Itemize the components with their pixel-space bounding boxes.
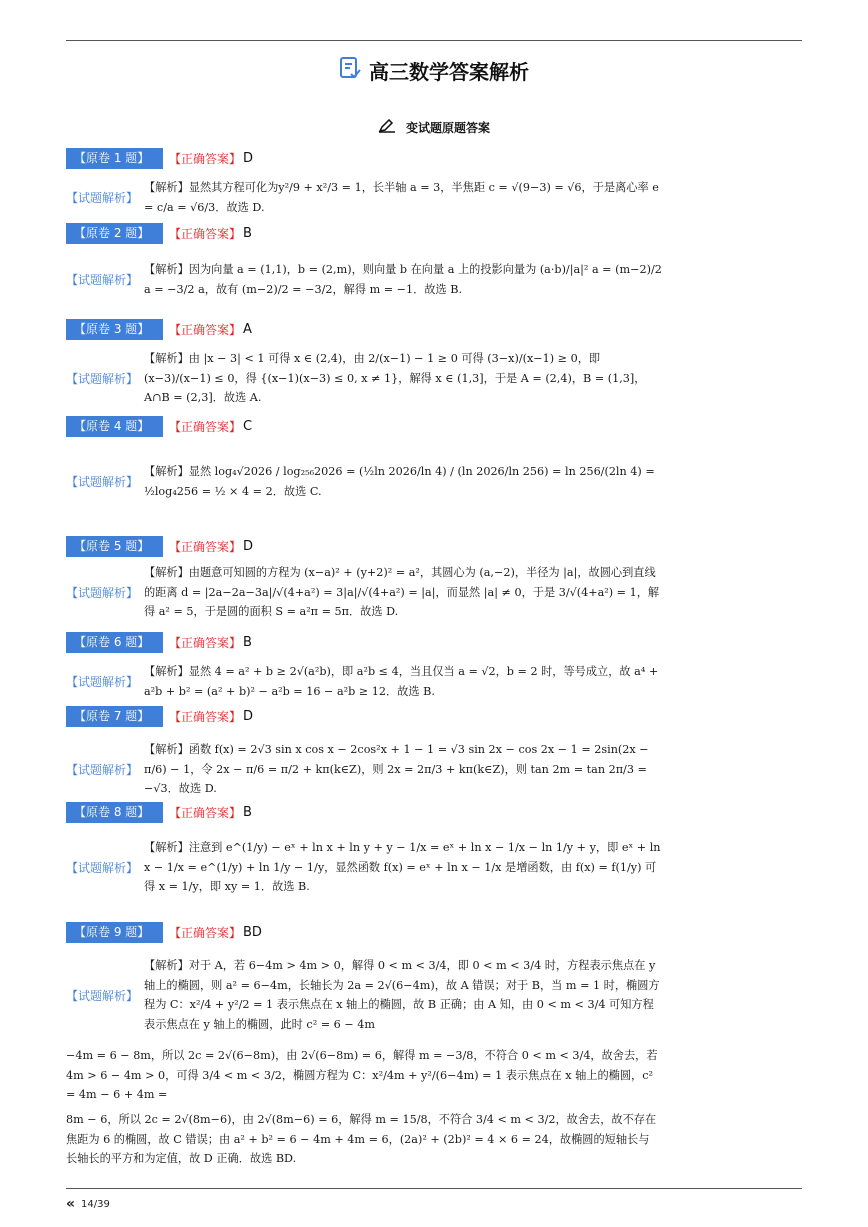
answer-label: 【正确答案】 (169, 152, 242, 166)
analysis-label: 【试题解析】 (66, 475, 139, 490)
question-header (66, 319, 252, 340)
analysis-text: 【解析】函数 f(x) = 2√3 sin x cos x − 2cos²x + 1 − 1 = √3 sin 2x − cos 2x − 1 = 2sin(2x − π/6) − 1，令 2x − π/6 = π/2 + kπ(k∈Z)，则 2x = 2π/3 + kπ(k∈Z)，则 tan 2m = tan 2π/3 = −√3．故选 D. (144, 743, 649, 796)
analysis-label: 【试题解析】 (66, 191, 139, 206)
answer-value: B (243, 635, 252, 650)
question-badge: 【原卷 9 题】 (66, 922, 163, 943)
analysis-text: 【解析】显然 4 = a² + b ≥ 2√(a²b)，即 a²b ≤ 4，当且仅当 a = √2，b = 2 时，等号成立，故 a⁴ + a²b + b² = (a² + b)² − a²b = 16 − a²b ≥ 12．故选 B. (144, 665, 659, 698)
analysis-block (66, 462, 802, 501)
page-footer (66, 1196, 110, 1212)
answer-label: 【正确答案】 (169, 926, 242, 940)
question-header (66, 802, 252, 823)
analysis-continuation: −4m = 6 − 8m，所以 2c = 2√(6−8m)，由 2√(6−8m) = 6，解得 m = −3/8，不符合 0 < m < 3/4，故舍去，若 4m > 6 − 4m > 0，可得 3/4 < m < 3/2，椭圆方程为 C：x²/4m + y²/(6−4m) = 1 表示焦点在 x 轴上的椭圆，c² = 4m − 6 + 4m = (66, 1049, 658, 1102)
analysis-label: 【试题解析】 (66, 860, 139, 875)
analysis-block (66, 260, 802, 299)
analysis-text: 【解析】因为向量 a = (1,1)，b = (2,m)，则向量 b 在向量 a 上的投影向量为 (a·b)/|a|² a = (m−2)/2 a = −3/2 a，故有 (m−2)/2 = −3/2，解得 m = −1．故选 B. (144, 263, 662, 296)
analysis-block (66, 956, 802, 1034)
analysis-label: 【试题解析】 (66, 273, 139, 288)
question-badge: 【原卷 2 题】 (66, 223, 163, 244)
double-chevron-left-icon: « (66, 1196, 76, 1212)
page-number: 14/39 (81, 1198, 110, 1210)
question-badge: 【原卷 8 题】 (66, 802, 163, 823)
analysis-continuation: 8m − 6，所以 2c = 2√(8m−6)，由 2√(8m−6) = 6，解得 m = 15/8，不符合 3/4 < m < 3/2，故舍去，故不存在焦距为 6 的椭圆，故 C 错误；由 a² + b² = 6 − 4m + 4m = 6，(2a)² + (2b)² = 4 × 6 = 24，故椭圆的短轴长与长轴长的平方和为定值，故 D 正确．故选 BD. (66, 1113, 657, 1166)
analysis-label: 【试题解析】 (66, 371, 139, 386)
answer-value: A (243, 322, 252, 337)
analysis-text: 【解析】注意到 e^(1/y) − eˣ + ln x + ln y + y − 1/x = eˣ + ln x − 1/x − ln 1/y + y，即 eˣ + ln x − 1/x = e^(1/y) + ln 1/y − 1/y，显然函数 f(x) = eˣ + ln x − 1/x 是增函数，由 f(x) = f(1/y) 可得 x = 1/y，即 xy = 1．故选 B. (144, 841, 661, 894)
question-header (66, 632, 252, 653)
answer-label: 【正确答案】 (169, 806, 242, 820)
question-badge: 【原卷 6 题】 (66, 632, 163, 653)
answer-value: B (243, 226, 252, 241)
analysis-block (66, 349, 802, 408)
section-heading-text: 变试题原题答案 (405, 121, 490, 135)
answer-label: 【正确答案】 (169, 540, 242, 554)
analysis-text: 【解析】显然 log₄√2026 / log₂₅₆2026 = (½ln 2026/ln 4) / (ln 2026/ln 256) = ln 256/(2ln 4) = ½log₄256 = ½ × 4 = 2．故选 C. (144, 465, 655, 498)
answer-label: 【正确答案】 (169, 323, 242, 337)
answer-label: 【正确答案】 (169, 710, 242, 724)
question-badge: 【原卷 4 题】 (66, 416, 163, 437)
question-header (66, 148, 253, 169)
analysis-label: 【试题解析】 (66, 988, 139, 1003)
analysis-block (66, 178, 802, 217)
analysis-label: 【试题解析】 (66, 585, 139, 600)
question-badge: 【原卷 1 题】 (66, 148, 163, 169)
analysis-text: 【解析】由题意可知圆的方程为 (x−a)² + (y+2)² = a²，其圆心为 (a,−2)，半径为 |a|，故圆心到直线的距离 d = |2a−2a−3a|/√(4+a²) = 3|a|/√(4+a²) = |a|，而显然 |a| ≠ 0，于是 3/√(4+a²) = 1，解得 a² = 5，于是圆的面积 S = a²π = 5π．故选 D. (144, 566, 660, 619)
analysis-block (66, 838, 802, 897)
question-header (66, 416, 252, 437)
answer-label: 【正确答案】 (169, 636, 242, 650)
question-header (66, 536, 253, 557)
analysis-text: 【解析】由 |x − 3| < 1 可得 x ∈ (2,4)，由 2/(x−1) − 1 ≥ 0 可得 (3−x)/(x−1) ≥ 0，即 (x−3)/(x−1) ≤ 0，得 {(x−1)(x−3) ≤ 0, x ≠ 1}，解得 x ∈ (1,3]，于是 A = (2,4)，B = (1,3]，A∩B = (2,3]．故选 A. (144, 352, 646, 405)
answer-value: BD (243, 925, 262, 940)
answer-label: 【正确答案】 (169, 227, 242, 241)
question-header (66, 223, 252, 244)
document-check-icon (339, 56, 361, 85)
answer-value: C (243, 419, 253, 434)
top-rule (66, 40, 802, 41)
question-badge: 【原卷 5 题】 (66, 536, 163, 557)
page-title (339, 56, 529, 85)
answer-value: D (243, 709, 254, 724)
question-badge: 【原卷 7 题】 (66, 706, 163, 727)
bottom-rule (66, 1188, 802, 1189)
pencil-icon (378, 119, 396, 136)
analysis-block (66, 740, 802, 799)
question-header (66, 706, 253, 727)
answer-label: 【正确答案】 (169, 420, 242, 434)
analysis-text: 【解析】显然其方程可化为y²/9 + x²/3 = 1，长半轴 a = 3，半焦距 c = √(9−3) = √6，于是离心率 e = c/a = √6/3．故选 D. (144, 181, 659, 214)
page-title-text: 高三数学答案解析 (369, 60, 529, 84)
analysis-block (66, 563, 802, 622)
analysis-block (66, 662, 802, 701)
analysis-text: 【解析】对于 A，若 6−4m > 4m > 0，解得 0 < m < 3/4，即 0 < m < 3/4 时，方程表示焦点在 y 轴上的椭圆，则 a² = 6−4m，长轴长为 2a = 2√(6−4m)，故 A 错误；对于 B，当 m = 1 时，椭圆方程为 C：x²/4 + y²/2 = 1 表示焦点在 x 轴上的椭圆，故 B 正确；由 A 知，由 0 < m < 3/4 可知方程表示焦点在 y 轴上的椭圆，此时 c² = 6 − 4m (144, 959, 660, 1031)
analysis-label: 【试题解析】 (66, 762, 139, 777)
answer-value: B (243, 805, 252, 820)
answer-value: D (243, 151, 254, 166)
question-header (66, 922, 262, 943)
answer-value: D (243, 539, 254, 554)
analysis-label: 【试题解析】 (66, 675, 139, 690)
section-heading (378, 119, 490, 136)
question-badge: 【原卷 3 题】 (66, 319, 163, 340)
